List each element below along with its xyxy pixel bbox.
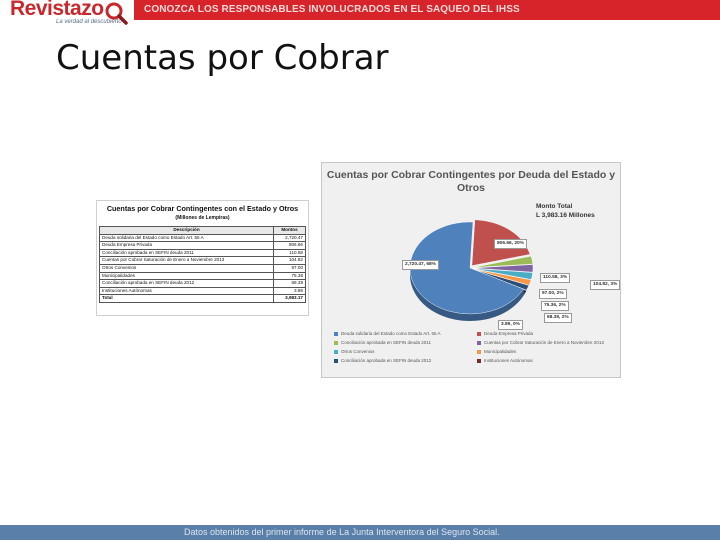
- legend-swatch: [334, 341, 338, 345]
- legend-item: [477, 331, 533, 336]
- header-bar: [0, 0, 720, 30]
- legend-label: Conciliación aprobada en SEFIN deuda 2011: [341, 340, 431, 345]
- row-description: Deuda Empresa Privada: [100, 242, 274, 250]
- data-label: 75.36, 2%: [541, 301, 569, 311]
- legend-swatch: [334, 359, 338, 363]
- revistazo-logo[interactable]: [4, 0, 132, 30]
- table-row: [100, 272, 306, 280]
- banner-text: CONOZCA LOS RESPONSABLES INVOLUCRADOS EN EL SAQUEO DEL IHSS: [144, 4, 520, 15]
- logo-tagline: La verdad al descubierto: [56, 19, 122, 25]
- legend-item: [477, 340, 604, 345]
- legend-label: Conciliación aprobada en SEFIN deuda 2012: [341, 358, 432, 363]
- data-label: 104.82, 3%: [590, 280, 620, 290]
- table-row: [100, 280, 306, 288]
- total-amount: 3,983.17: [274, 295, 306, 303]
- data-label: 2,720.47, 68%: [402, 260, 439, 270]
- legend-swatch: [477, 341, 481, 345]
- table-total-row: [100, 295, 306, 303]
- legend-label: Deuda solidaria del Estado como Estado Art. 55 A: [341, 331, 441, 336]
- row-amount: 68.39: [274, 280, 306, 288]
- debt-table-panel: [96, 200, 309, 316]
- legend-label: Otros Convenios: [341, 349, 375, 354]
- row-description: Conciliación aprobada en SEFIN deuda 2011: [100, 249, 274, 257]
- debt-table: [99, 226, 306, 303]
- legend-swatch: [334, 350, 338, 354]
- legend-item: [334, 358, 431, 363]
- data-label: 110.58, 3%: [540, 273, 570, 283]
- magnifier-icon: [104, 1, 128, 25]
- column-header-description: Descripción: [100, 227, 274, 235]
- footer-text: Datos obtenidos del primer informe de La Junta Interventora del Seguro Social.: [184, 527, 500, 537]
- table-title: Cuentas por Cobrar Contingentes con el Estado y Otros: [106, 204, 299, 213]
- table-row: [100, 257, 306, 265]
- legend-label: Cuentas por Cobrar Saturación de Enero a Noviembre 2013: [484, 340, 604, 345]
- table-row: [100, 287, 306, 295]
- legend-item: [334, 331, 441, 336]
- legend-label: Deuda Empresa Privada: [484, 331, 534, 336]
- pie-chart-panel: [321, 162, 621, 378]
- legend-label: Instituciones Autónomas: [484, 358, 533, 363]
- row-amount: 75.36: [274, 272, 306, 280]
- legend-item: [477, 358, 533, 363]
- data-label: 68.39, 2%: [544, 313, 572, 323]
- row-description: Municipalidades: [100, 272, 274, 280]
- total-annotation-line1: Monto Total: [536, 203, 573, 210]
- total-label: Total: [100, 295, 274, 303]
- legend-swatch: [477, 332, 481, 336]
- row-description: Cuentas por Cobrar Saturación de Enero a Noviembre 2013: [100, 257, 274, 265]
- row-amount: 2,720.47: [274, 234, 306, 242]
- legend-item: [334, 340, 431, 345]
- chart-title: Cuentas por Cobrar Contingentes por Deuda del Estado y Otros: [326, 169, 616, 194]
- table-row: [100, 264, 306, 272]
- row-description: Conciliación aprobada en SEFIN deuda 2012: [100, 280, 274, 288]
- legend-item: [477, 349, 516, 354]
- row-description: Deuda solidaria del Estado como Estado Art. 55 A: [100, 234, 274, 242]
- legend-swatch: [477, 350, 481, 354]
- table-row: [100, 249, 306, 257]
- legend-swatch: [477, 359, 481, 363]
- row-description: Otros Convenios: [100, 264, 274, 272]
- column-header-amount: Montos: [274, 227, 306, 235]
- header-banner: [134, 0, 720, 20]
- legend-item: [334, 349, 375, 354]
- table-row: [100, 234, 306, 242]
- row-amount: 3.89: [274, 287, 306, 295]
- row-amount: 97.00: [274, 264, 306, 272]
- table-header-row: [100, 227, 306, 235]
- table-subtitle: (Millones de Lempiras): [175, 215, 230, 221]
- row-amount: 110.58: [274, 249, 306, 257]
- pie-chart: [322, 163, 620, 328]
- total-annotation-line2: L 3,983.16 Millones: [536, 212, 595, 219]
- footer-bar: [0, 525, 720, 540]
- logo-text: Revistazo: [10, 0, 104, 20]
- data-label: 3.89, 0%: [498, 320, 523, 330]
- data-label: 806.66, 20%: [494, 239, 527, 249]
- legend-swatch: [334, 332, 338, 336]
- row-amount: 104.82: [274, 257, 306, 265]
- row-description: Instituciones Autónomas: [100, 287, 274, 295]
- table-row: [100, 242, 306, 250]
- row-amount: 806.66: [274, 242, 306, 250]
- page-title: Cuentas por Cobrar: [56, 38, 389, 78]
- legend-label: Municipalidades: [484, 349, 517, 354]
- data-label: 97.00, 2%: [539, 289, 567, 299]
